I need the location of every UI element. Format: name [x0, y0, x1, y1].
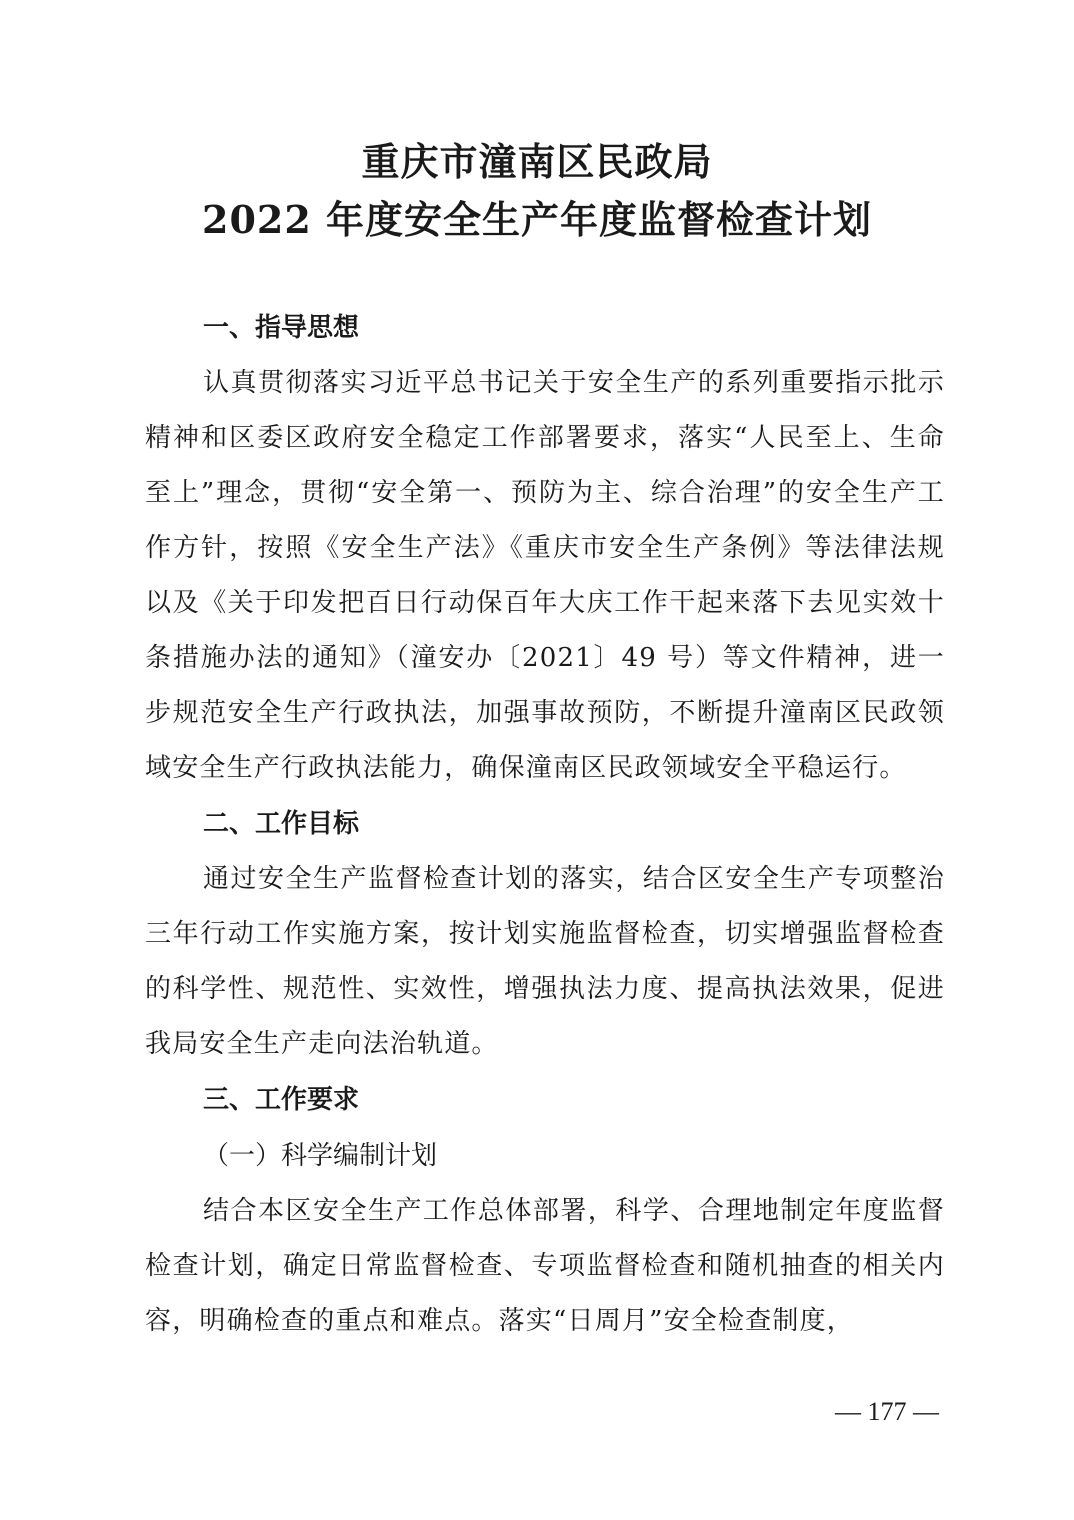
section-heading-guiding-ideology: 一、指导思想 — [203, 313, 360, 343]
section-heading-work-requirements: 三、工作要求 — [203, 1085, 360, 1115]
document-body — [145, 300, 945, 1349]
document-title-line2: 2022 年度安全生产年度监督检查计划 — [202, 197, 872, 242]
section-heading-work-goals: 二、工作目标 — [203, 809, 360, 839]
document-title-line1: 重庆市潼南区民政局 — [361, 139, 713, 184]
subheading-scientific-planning: （一）科学编制计划 — [203, 1141, 438, 1171]
paragraph-work-goals: 通过安全生产监督检查计划的落实，结合区安全生产专项整治三年行动工作实施方案，按计划实施监督检查，切实增强监督检查的科学性、规范性、实效性，增强执法力度、提高执法效果，促进我局安全生产走向法治轨道。 — [145, 864, 945, 1059]
paragraph-scientific-planning: 结合本区安全生产工作总体部署，科学、合理地制定年度监督检查计划，确定日常监督检查、专项监督检查和随机抽查的相关内容，明确检查的重点和难点。落实“日周月”安全检查制度， — [145, 1196, 945, 1336]
page-number: — 177 — — [835, 1397, 939, 1426]
paragraph-guiding-ideology: 认真贯彻落实习近平总书记关于安全生产的系列重要指示批示精神和区委区政府安全稳定工作部署要求，落实“人民至上、生命至上”理念，贯彻“安全第一、预防为主、综合治理”的安全生产工作方针，按照《安全生产法》《重庆市安全生产条例》等法律法规以及《关于印发把百日行动保百年大庆工作干起来落下去见实效十条措施办法的通知》（潼安办〔2021〕49 号）等文件精神，进一步规范安全生产行政执法，加强事故预防，不断提升潼南区民政领域安全生产行政执法能力，确保潼南区民政领域安全平稳运行。 — [145, 368, 945, 783]
